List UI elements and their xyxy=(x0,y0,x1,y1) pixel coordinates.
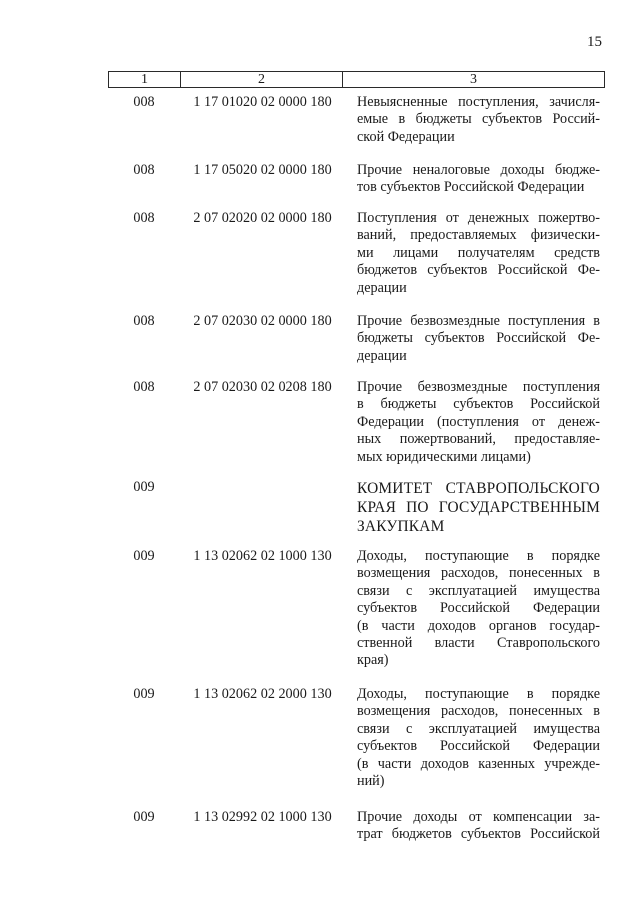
description-line: субъектов Российской Федерации xyxy=(357,738,600,755)
row-code: 008 xyxy=(133,210,155,226)
description-line: Прочие безвозмездные поступления в xyxy=(357,313,600,329)
description-line: Федерации (поступления от денеж- xyxy=(357,413,600,430)
row-description xyxy=(357,162,600,197)
row-kbk: 2 07 02030 02 0208 180 xyxy=(193,379,332,395)
row-code: 008 xyxy=(133,313,155,329)
description-line: ний) xyxy=(357,773,385,790)
row-code: 008 xyxy=(133,379,155,395)
description-line: Прочие доходы от компенсации за- xyxy=(357,809,600,825)
row-kbk: 1 17 05020 02 0000 180 xyxy=(193,162,332,178)
description-line: субъектов Российской Федерации xyxy=(357,600,600,617)
description-line: ской Федерации xyxy=(357,128,455,145)
description-line: трат бюджетов субъектов Российской xyxy=(357,826,600,843)
row-kbk: 2 07 02030 02 0000 180 xyxy=(193,313,332,329)
row-code: 009 xyxy=(133,686,155,702)
row-description xyxy=(357,313,600,365)
row-description xyxy=(357,686,600,790)
description-line: КРАЯ ПО ГОСУДАРСТВЕННЫМ xyxy=(357,499,600,516)
description-line: емые в бюджеты субъектов Россий- xyxy=(357,111,600,128)
description-line: края) xyxy=(357,652,389,669)
description-line: ных пожертвований, предоставляе- xyxy=(357,431,600,448)
row-code: 008 xyxy=(133,94,155,110)
description-line: Прочие безвозмездные поступления xyxy=(357,379,600,395)
page-number: 15 xyxy=(587,34,602,50)
description-line: связи с эксплуатацией имущества xyxy=(357,582,600,599)
description-line: КОМИТЕТ СТАВРОПОЛЬСКОГО xyxy=(357,480,600,497)
description-line: Поступления от денежных пожертво- xyxy=(357,210,600,226)
row-kbk: 1 13 02062 02 2000 130 xyxy=(193,686,332,702)
row-kbk: 1 13 02062 02 1000 130 xyxy=(193,548,332,564)
description-line: дерации xyxy=(357,279,407,296)
description-line: (в части доходов органов государ- xyxy=(357,617,600,634)
row-kbk: 1 17 01020 02 0000 180 xyxy=(193,94,332,110)
description-line: мых юридическими лицами) xyxy=(357,448,531,465)
description-line: ми лицами получателям средств xyxy=(357,244,600,261)
row-kbk: 1 13 02992 02 1000 130 xyxy=(193,809,332,825)
description-line: тов субъектов Российской Федерации xyxy=(357,179,585,196)
description-line: ственной власти Ставропольского xyxy=(357,635,600,652)
description-line: Невыясненные поступления, зачисля- xyxy=(357,94,600,110)
description-line: Доходы, поступающие в порядке xyxy=(357,548,600,564)
section-heading xyxy=(357,479,600,536)
row-code: 008 xyxy=(133,162,155,178)
column-header-2: 2 xyxy=(181,72,343,87)
description-line: бюджетов субъектов Российской Фе- xyxy=(357,262,600,279)
row-description xyxy=(357,548,600,670)
column-header-3: 3 xyxy=(470,72,477,87)
description-line: (в части доходов казенных учрежде- xyxy=(357,755,600,772)
description-line: ваний, предоставляемых физически- xyxy=(357,227,600,244)
row-description xyxy=(357,210,600,297)
row-description xyxy=(357,809,600,844)
row-code: 009 xyxy=(133,809,155,825)
description-line: Прочие неналоговые доходы бюдже- xyxy=(357,162,600,178)
description-line: возмещения расходов, понесенных в xyxy=(357,565,600,582)
row-code: 009 xyxy=(133,548,155,564)
description-line: Доходы, поступающие в порядке xyxy=(357,686,600,702)
row-description xyxy=(357,379,600,466)
row-kbk: 2 07 02020 02 0000 180 xyxy=(193,210,332,226)
description-line: возмещения расходов, понесенных в xyxy=(357,703,600,720)
description-line: ЗАКУПКАМ xyxy=(357,518,445,535)
description-line: в бюджеты субъектов Российской xyxy=(357,396,600,413)
description-line: связи с эксплуатацией имущества xyxy=(357,720,600,737)
column-header-1: 1 xyxy=(109,72,181,87)
description-line: бюджеты субъектов Российской Фе- xyxy=(357,330,600,347)
table-header-row xyxy=(108,71,605,88)
description-line: дерации xyxy=(357,347,407,364)
row-code: 009 xyxy=(133,479,155,495)
row-description xyxy=(357,94,600,146)
